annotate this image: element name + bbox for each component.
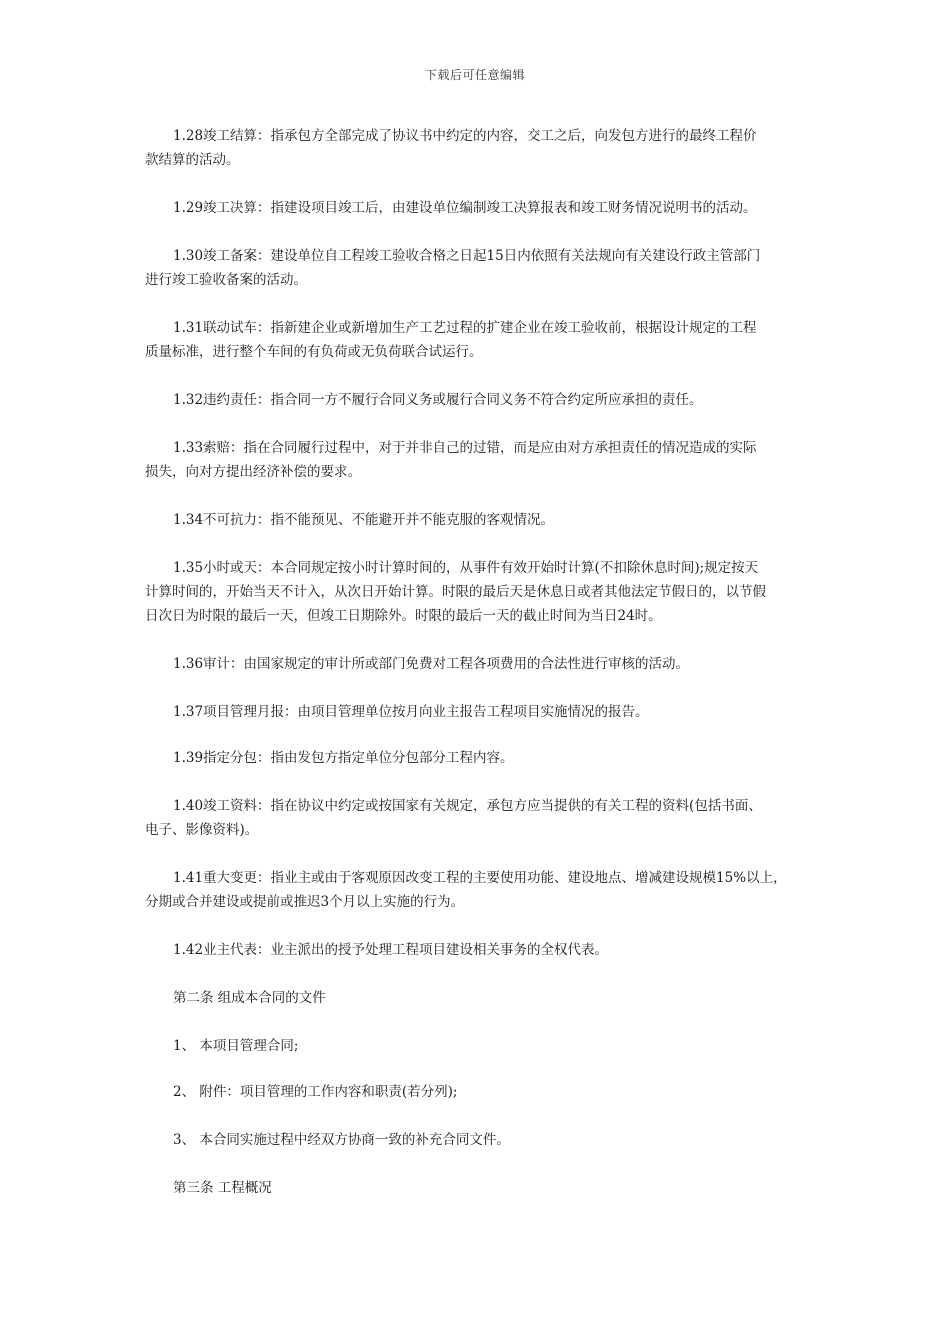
clause-1-31: 1.31联动试车：指新建企业或新增加生产工艺过程的扩建企业在竣工验收前，根据设计规定的工程 质量标准，进行整个车间的有负荷或无负荷联合试运行。 — [145, 320, 757, 360]
clause-1-35: 1.35小时或天：本合同规定按小时计算时间的，从事件有效开始时计算(不扣除休息时间);规定按天 计算时间的，开始当天不计入，从次日开始计算。时限的最后天是休息日或者其他法定节假日的，以节假 日次日为时限的最后一天，但竣工日期除外。时限的最后一天的截止时间为当日24时。 — [145, 560, 766, 624]
clause-1-40: 1.40竣工资料：指在协议中约定或按国家有关规定，承包方应当提供的有关工程的资料(包括书面、 电子、影像资料)。 — [145, 798, 762, 838]
clause-1-28: 1.28竣工结算：指承包方全部完成了协议书中约定的内容，交工之后，向发包方进行的最终工程价 款结算的活动。 — [145, 128, 757, 168]
clause-1-32: 1.32违约责任：指合同一方不履行合同义务或履行合同义务不符合约定所应承担的责任。 — [173, 392, 703, 408]
clause-1-36: 1.36审计：由国家规定的审计所或部门免费对工程各项费用的合法性进行审核的活动。 — [173, 656, 690, 672]
clause-1-42: 1.42业主代表：业主派出的授予处理工程项目建设相关事务的全权代表。 — [173, 942, 609, 958]
clause-1-39: 1.39指定分包：指由发包方指定单位分包部分工程内容。 — [173, 750, 514, 766]
clause-1-29: 1.29竣工决算：指建设项目竣工后，由建设单位编制竣工决算报表和竣工财务情况说明书的活动。 — [173, 200, 757, 216]
article-3-heading: 第三条 工程概况 — [173, 1180, 272, 1196]
clause-1-34: 1.34不可抗力：指不能预见、不能避开并不能克服的客观情况。 — [173, 512, 555, 528]
article-2-item-3: 3、 本合同实施过程中经双方协商一致的补充合同文件。 — [173, 1132, 510, 1148]
clause-1-30: 1.30竣工备案：建设单位自工程竣工验收合格之日起15日内依照有关法规向有关建设行政主管部门 进行竣工验收备案的活动。 — [145, 248, 761, 288]
article-2-heading: 第二条 组成本合同的文件 — [173, 990, 326, 1006]
clause-1-37: 1.37项目管理月报：由项目管理单位按月向业主报告工程项目实施情况的报告。 — [173, 704, 649, 720]
article-2-item-2: 2、 附件：项目管理的工作内容和职责(若分列); — [173, 1084, 458, 1100]
page-header-note: 下载后可任意编辑 — [424, 68, 525, 82]
clause-1-33: 1.33索赔：指在合同履行过程中，对于并非自己的过错，而是应由对方承担责任的情况造成的实际 损失，向对方提出经济补偿的要求。 — [145, 440, 757, 480]
article-2-item-1: 1、 本项目管理合同; — [173, 1038, 299, 1054]
clause-1-41: 1.41重大变更：指业主或由于客观原因改变工程的主要使用功能、建设地点、增减建设规模15%以上， 分期或合并建设或提前或推迟3个月以上实施的行为。 — [145, 870, 787, 910]
